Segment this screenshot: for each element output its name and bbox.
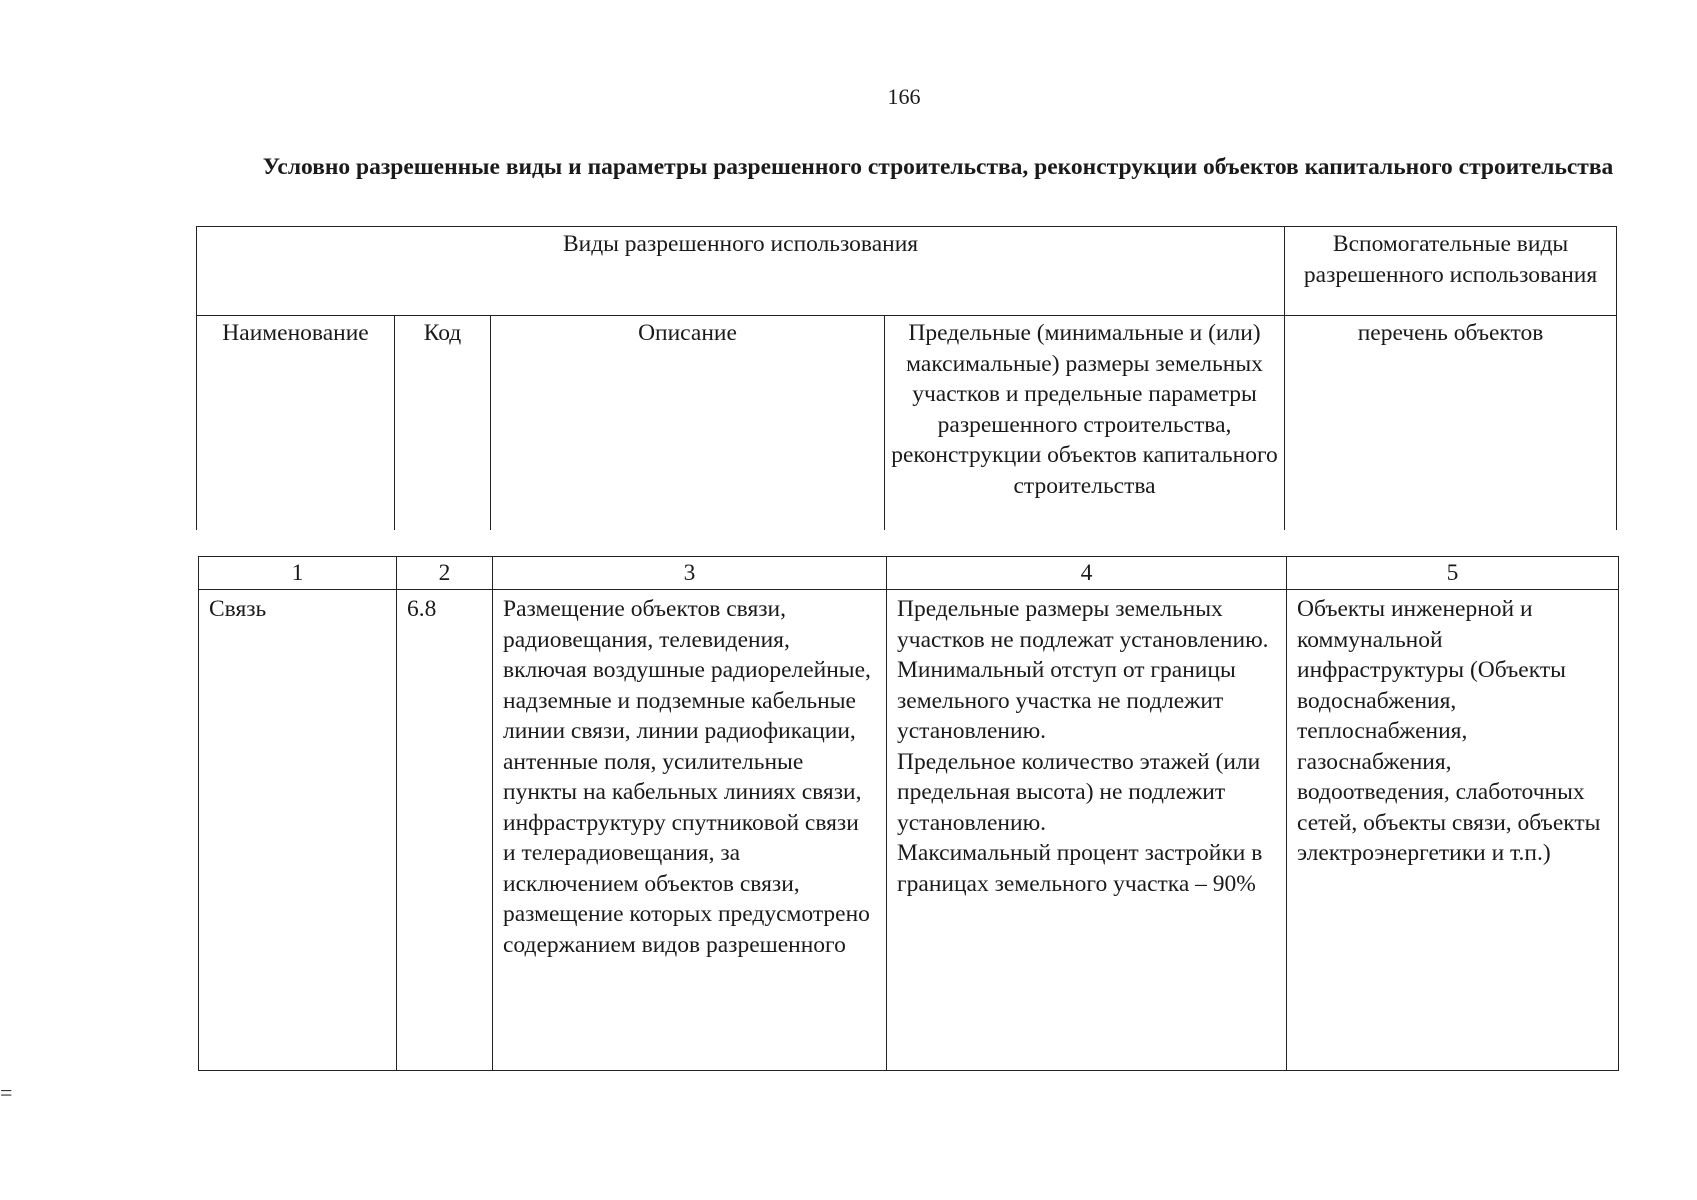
parameter-line: Предельное количество этажей (или предельная высота) не подлежит установлению.: [897, 748, 1261, 836]
header-col-aux-list: перечень объектов: [1285, 316, 1617, 531]
column-number: 4: [887, 557, 1287, 590]
column-number: 5: [1287, 557, 1619, 590]
cell-description: Размещение объектов связи, радиовещания, телевидения, включая воздушные радиорелейные, надземные и подземные кабельные линии связи, линии радиофикации, антенные поля, усилительные пункты на кабельных линиях связи, инфраструктуру спутниковой связи и телерадиовещания, за исключением объектов связи, размещение которых предусмотрено содержанием видов разрешенного: [493, 590, 887, 1071]
document-title: Условно разрешенные виды и параметры разрешенного строительства, реконструкции объектов капитального строительства: [262, 154, 1614, 180]
parameter-line: Предельные размеры земельных участков не подлежат установлению.: [897, 596, 1269, 653]
parameter-line: Минимальный отступ от границы земельного участка не подлежит установлению.: [897, 657, 1236, 744]
page-number: 166: [887, 84, 921, 109]
header-aux-cell: [1285, 227, 1617, 316]
header-group-cell: [197, 227, 1285, 316]
cell-parameters: [887, 590, 1287, 1071]
header-col-description: Описание: [491, 316, 885, 531]
cell-auxiliary-objects: Объекты инженерной и коммунальной инфраструктуры (Объекты водоснабжения, теплоснабжения, газоснабжения, водоотведения, слаботочных сетей, объекты связи, объекты электроэнергетики и т.п.): [1287, 590, 1619, 1071]
data-table: [198, 556, 1619, 1071]
header-aux-label: Вспомогательные виды разрешенного использования: [1303, 231, 1598, 288]
table-row: [199, 590, 1619, 1071]
column-number: 3: [493, 557, 887, 590]
margin-mark: =: [0, 1080, 13, 1105]
header-group-label: Виды разрешенного использования: [562, 231, 919, 257]
column-number: 1: [199, 557, 397, 590]
cell-name: Связь: [199, 590, 397, 1071]
header-col-code: Код: [395, 316, 491, 531]
column-number: 2: [397, 557, 493, 590]
header-table: [196, 226, 1617, 530]
header-col-parameters: Предельные (минимальные и (или) максимальные) размеры земельных участков и предельные параметры разрешенного строительства, реконструкции объектов капитального строительства: [885, 316, 1285, 531]
cell-code: 6.8: [397, 590, 493, 1071]
parameter-line: Максимальный процент застройки в границах земельного участка – 90%: [897, 840, 1263, 897]
header-col-name: Наименование: [197, 316, 395, 531]
